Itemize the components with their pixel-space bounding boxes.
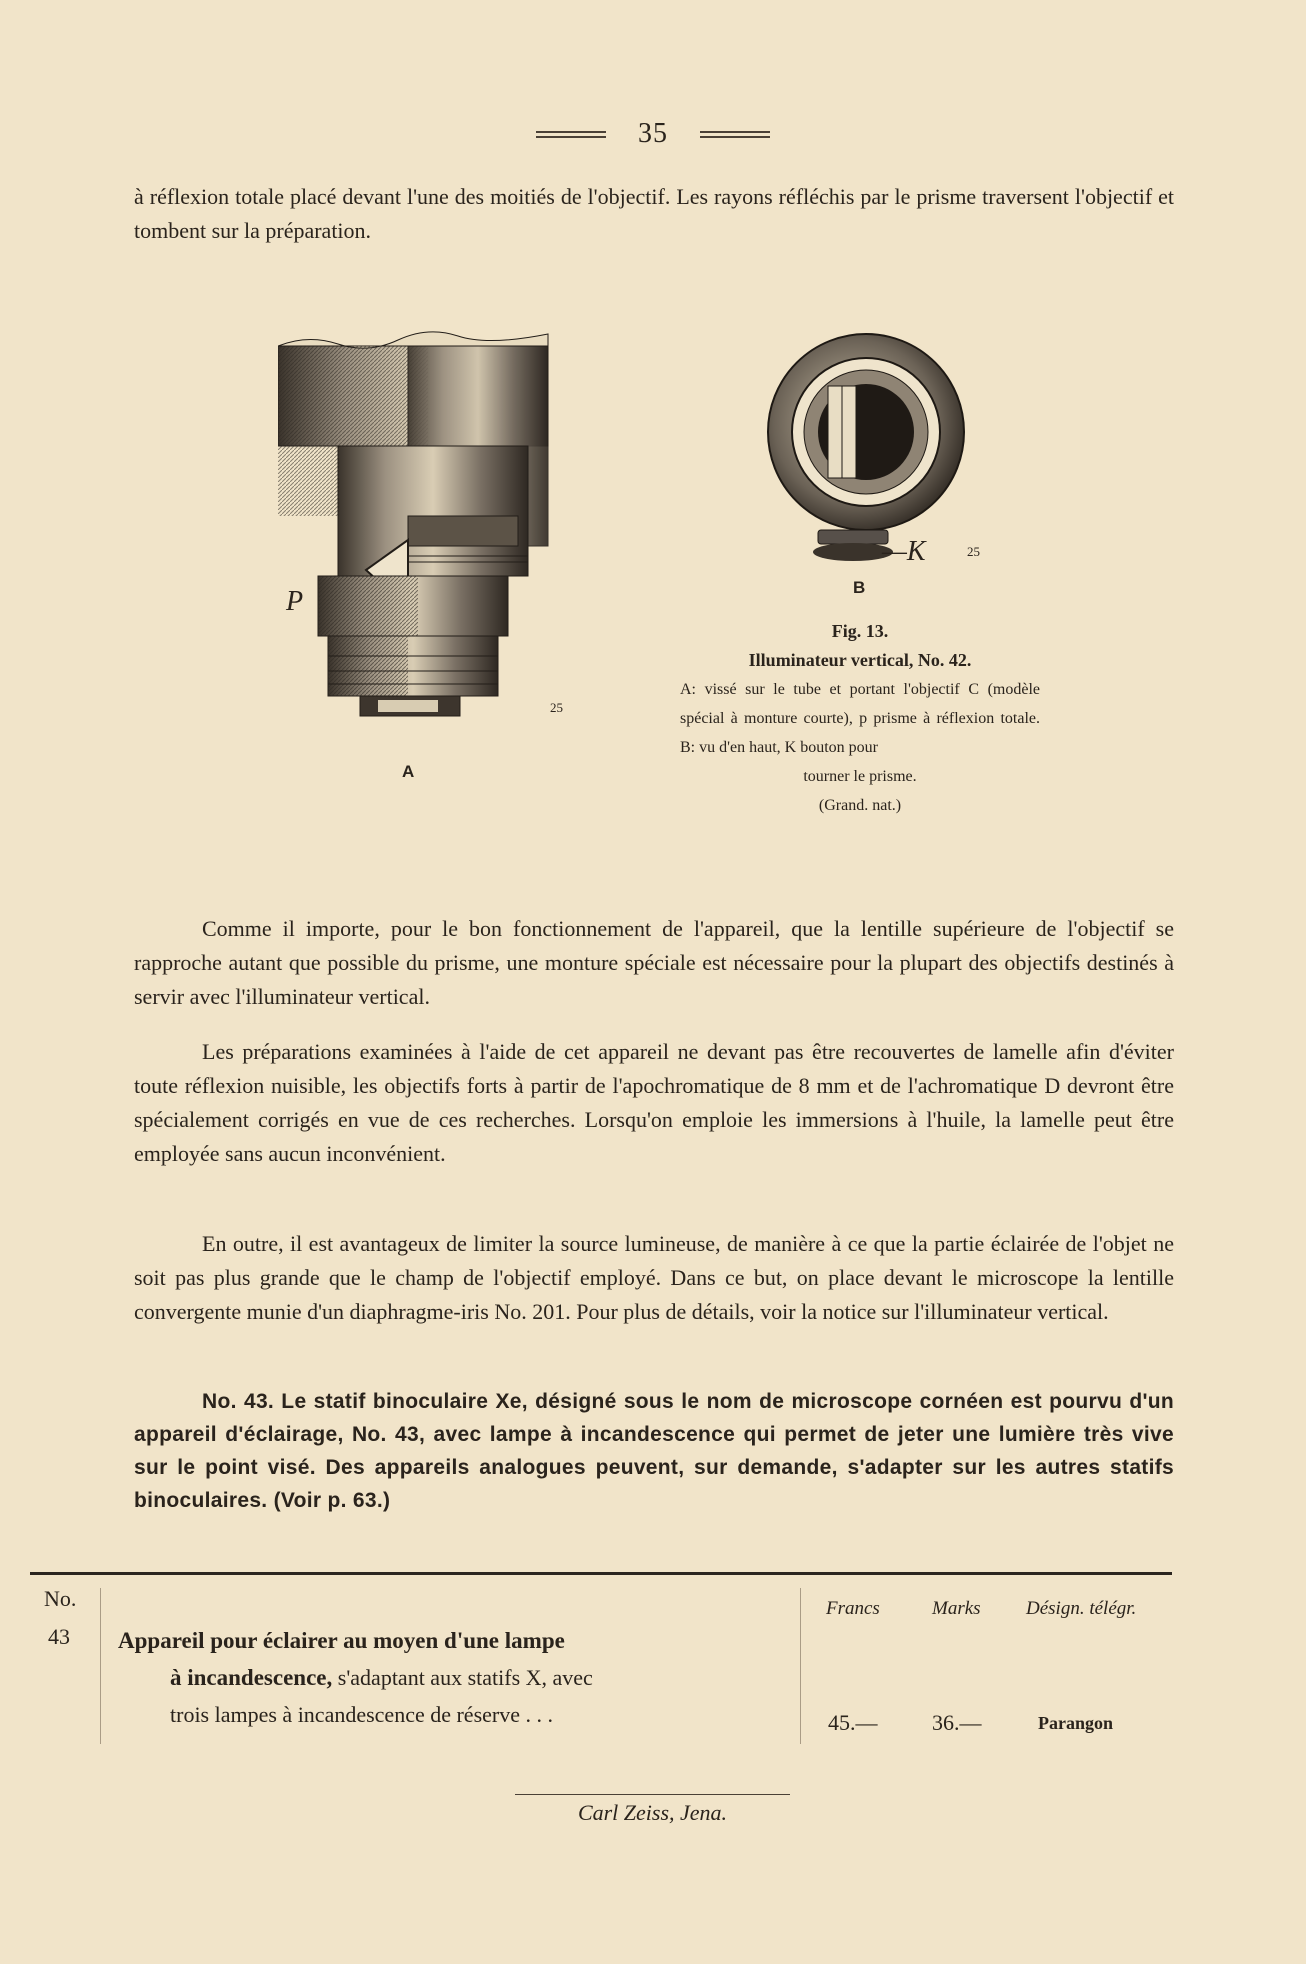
paragraph-3: En outre, il est avantageux de limiter la source lumineuse, de manière à ce que la partie éclairée de l'objet ne soit pas plus grande que le champ de l'objectif employé. Dans ce but, on place devant le microscope la lentille convergente munie d'un diaphragme-iris No. 201. Pour plus de détails, voir la notice sur l'illuminateur vertical. [134,1231,1174,1324]
intro-paragraph: à réflexion totale placé devant l'une des moitiés de l'objectif. Les rayons réfléchis par le prisme traversent l'objectif et tombent sur la préparation. [134,184,1174,243]
col-francs-header: Francs [826,1598,880,1619]
caption-subtitle: Illuminateur vertical, No. 42. [748,650,972,670]
desc-line-2-rest: s'adaptant aux statifs X, avec [337,1665,593,1690]
col-no-header: No. [44,1586,77,1611]
footer-imprint: Carl Zeiss, Jena. [577,1800,728,1825]
page-header [0,118,1306,150]
desc-line-1: Appareil pour éclairer au moyen d'une lampe [118,1628,565,1653]
header-rule-left [536,131,606,138]
price-marks: 36.— [932,1710,982,1735]
figure-caption [680,617,1040,820]
label-p: P [286,586,304,617]
table-top-rule [30,1572,1172,1575]
label-a: A [402,762,415,781]
caption-body: A: vissé sur le tube et portant l'objectif C (modèle spécial à monture courte), p prisme à réflexion totale. B: vu d'en haut, K bouton pour [680,681,1040,756]
paragraph-2: Les préparations examinées à l'aide de cet appareil ne devant pas être recouvertes de lamelle afin d'éviter toute réflexion nuisible, les objectifs forts à partir de l'apochromatique de 8 mm et de l'achromatique D devront être spécialement corrigés en vue de ces recherches. Lorsqu'on emploie les immersions à l'huile, la lamelle peut être employée sans aucun inconvénient. [134,1039,1174,1166]
label-b: B [853,578,866,597]
desc-line-2-bold: à incandescence, [170,1665,333,1690]
table-divider-1 [100,1588,101,1744]
price-table [30,1580,1172,1750]
caption-title: Fig. 13. [831,621,889,641]
telegram-designation: Parangon [1038,1713,1114,1733]
label-k: —K [882,536,926,567]
caption-note: (Grand. nat.) [818,797,902,814]
row-description [118,1622,808,1733]
desc-line-2 [118,1659,808,1696]
illuminator-top-view-illustration [758,330,978,570]
col-design-header: Désign. télégr. [1026,1598,1137,1619]
col-marks-header: Marks [932,1598,981,1619]
desc-line-3: trois lampes à incandescence de réserve . . . [170,1702,553,1727]
paragraph-1: Comme il importe, pour le bon fonctionnement de l'appareil, que la lentille supérieure de l'objectif se rapproche autant que possible du prisme, une monture spéciale est nécessaire pour la plupart des objectifs destinés à servir avec l'illuminateur vertical. [134,916,1174,1009]
illuminator-side-view-illustration [278,326,552,746]
price-francs: 45.— [828,1710,878,1735]
header-rule-right [700,131,770,138]
scale-b: 25 [967,544,980,559]
row-number: 43 [48,1624,70,1649]
page-number: 35 [638,118,668,149]
caption-tail: tourner le prisme. [803,768,917,785]
footer-rule [515,1794,790,1795]
paragraph-4: No. 43. Le statif binoculaire Xe, désigné sous le nom de microscope cornéen est pourvu d'un appareil d'éclairage, No. 43, avec lampe à incandescence qui permet de jeter une lumière très vive sur le point visé. Des appareils analogues peuvent, sur demande, s'adapter sur les autres statifs binoculaires. (Voir p. 63.) [134,1390,1174,1512]
scale-a: 25 [550,700,563,715]
